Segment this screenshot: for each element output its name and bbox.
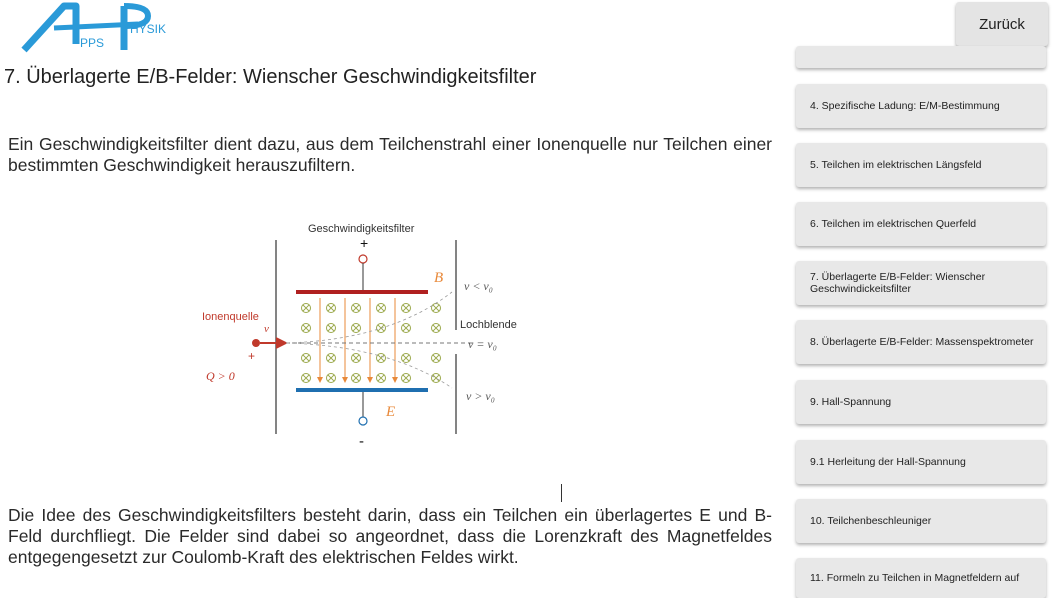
minus-terminal-label: - [359,433,364,450]
field-cross-mark [328,305,334,311]
plus-terminal-label: + [360,235,369,251]
ion-source-label: Ionenquelle [202,311,259,323]
v-less-label: v < v₀ [464,279,493,293]
top-terminal [359,255,367,263]
v-greater-label: v > v₀ [466,389,495,403]
lower-path [286,343,452,388]
intro-paragraph: Ein Geschwindigkeitsfilter dient dazu, aus dem Teilchenstrahl einer Ionenquelle nur Teilchen einer bestimmten Geschwindigkeit herauszufiltern. [8,134,772,175]
charge-label: Q > 0 [206,369,235,383]
field-cross-mark [328,355,334,361]
apps-physik-logo [20,0,180,54]
bottom-terminal [359,417,367,425]
e-field-label: E [386,404,396,420]
field-cross-mark [353,375,359,381]
nav-item-9-1[interactable] [796,440,1046,484]
logo-text-hysik: HYSIK [130,22,167,36]
aperture-label: Lochblende [460,319,517,331]
nav-item-label: 4. Spezifische Ladung: E/M-Bestimmung [810,100,1000,112]
field-cross-mark [328,325,334,331]
nav-item-partial[interactable] [796,46,1046,68]
nav-item-label: 11. Formeln zu Teilchen in Magnetfeldern auf [810,572,1020,584]
field-cross-mark [353,355,359,361]
charge-plus-label: + [248,349,256,363]
nav-item-label: 6. Teilchen im elektrischen Querfeld [810,218,977,230]
field-cross-mark [353,305,359,311]
back-button[interactable]: Zurück [956,2,1048,46]
field-cross-mark [403,325,409,331]
velocity-label: v [264,323,269,335]
nav-item-5[interactable] [796,143,1046,187]
text-cursor [561,484,562,502]
nav-item-label: 10. Teilchenbeschleuniger [810,515,932,527]
diagram-title: Geschwindigkeitsfilter [308,223,415,235]
field-cross-mark [303,375,309,381]
field-cross-mark [433,375,439,381]
field-cross-mark [328,375,334,381]
nav-item-label: 8. Überlagerte E/B-Felder: Massenspektrometer [810,336,1034,348]
field-cross-mark [403,355,409,361]
velocity-filter-diagram [190,212,540,456]
field-cross-mark [303,355,309,361]
v-equal-label: v = v₀ [468,337,497,351]
field-cross-mark [378,375,384,381]
page-title: 7. Überlagerte E/B-Felder: Wienscher Geschwindigkeitsfilter [4,66,537,88]
nav-item-6[interactable] [796,202,1046,246]
nav-item-label: 9.1 Herleitung der Hall-Spannung [810,456,966,468]
b-field-label: B [434,270,444,286]
field-cross-mark [433,305,439,311]
field-cross-mark [403,305,409,311]
nav-item-4[interactable] [796,84,1046,128]
nav-item-7[interactable] [796,261,1046,305]
nav-item-label: 7. Überlagerte E/B-Felder: Wienscher Geschwindickeitsfilter [810,271,986,295]
field-cross-mark [403,375,409,381]
negative-plate [296,388,428,392]
upper-path [286,292,452,343]
field-cross-mark [303,325,309,331]
field-cross-mark [303,305,309,311]
nav-item-11[interactable] [796,558,1046,598]
nav-item-8[interactable] [796,320,1046,364]
ion-particle [252,339,260,347]
field-cross-mark [433,355,439,361]
positive-plate [296,290,428,294]
field-cross-mark [353,325,359,331]
nav-item-label: 5. Teilchen im elektrischen Längsfeld [810,159,982,171]
nav-item-10[interactable] [796,499,1046,543]
logo-text-pps: PPS [80,36,105,50]
nav-item-9[interactable] [796,380,1046,424]
field-cross-mark [378,305,384,311]
nav-item-label: 9. Hall-Spannung [810,396,892,408]
field-cross-mark [433,325,439,331]
body-paragraph: Die Idee des Geschwindigkeitsfilters besteht darin, dass ein Teilchen ein überlagertes E und B-Feld durchfliegt. Die Felder sind dabei so angeordnet, dass die Lorenzkraft des Magnetfeldes entgegengesetzt zur Coulomb-Kraft des elektrischen Feldes wirkt. [8,505,772,567]
